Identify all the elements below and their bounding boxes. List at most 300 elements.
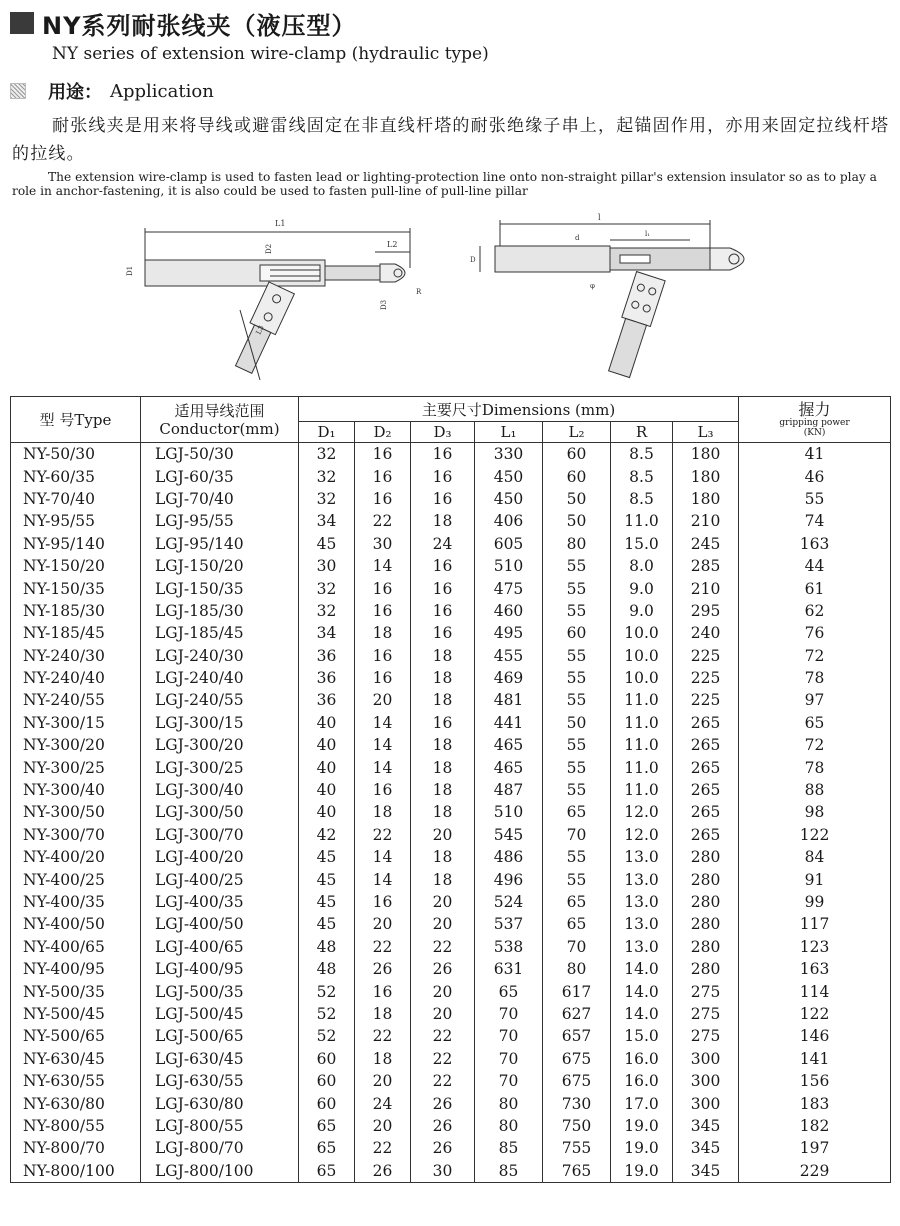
cell-type: NY-800/55 — [11, 1115, 141, 1137]
cell-d1: 52 — [299, 1025, 355, 1047]
cell-l3: 285 — [673, 555, 739, 577]
cell-l3: 265 — [673, 801, 739, 823]
cell-gripping-power: 78 — [739, 667, 891, 689]
cell-l2: 657 — [543, 1025, 611, 1047]
cell-l2: 755 — [543, 1137, 611, 1159]
table-row — [11, 689, 891, 711]
table-row — [11, 980, 891, 1002]
cell-d3: 16 — [411, 465, 475, 487]
cell-d1: 40 — [299, 779, 355, 801]
cell-conductor: LGJ-800/70 — [141, 1137, 299, 1159]
cell-l2: 60 — [543, 443, 611, 466]
cell-l3: 265 — [673, 756, 739, 778]
cell-l3: 275 — [673, 1025, 739, 1047]
cell-l1: 330 — [475, 443, 543, 466]
cell-gripping-power: 114 — [739, 980, 891, 1002]
cell-l1: 80 — [475, 1115, 543, 1137]
cell-gripping-power: 141 — [739, 1048, 891, 1070]
cell-d3: 16 — [411, 577, 475, 599]
cell-l3: 280 — [673, 846, 739, 868]
cell-type: NY-300/15 — [11, 712, 141, 734]
table-row — [11, 1025, 891, 1047]
cell-d1: 48 — [299, 958, 355, 980]
cell-type: NY-70/40 — [11, 488, 141, 510]
cell-gripping-power: 122 — [739, 824, 891, 846]
cell-l1: 469 — [475, 667, 543, 689]
table-row — [11, 645, 891, 667]
cell-conductor: LGJ-185/30 — [141, 600, 299, 622]
cell-l2: 50 — [543, 488, 611, 510]
cell-conductor: LGJ-240/40 — [141, 667, 299, 689]
cell-r: 10.0 — [611, 667, 673, 689]
cell-gripping-power: 44 — [739, 555, 891, 577]
table-row — [11, 868, 891, 890]
l-label: l — [598, 213, 601, 222]
cell-r: 13.0 — [611, 868, 673, 890]
cell-d2: 16 — [355, 600, 411, 622]
cell-l1: 450 — [475, 465, 543, 487]
table-row — [11, 756, 891, 778]
cell-type: NY-95/140 — [11, 533, 141, 555]
cell-l2: 55 — [543, 756, 611, 778]
cell-r: 12.0 — [611, 824, 673, 846]
cell-d1: 30 — [299, 555, 355, 577]
cell-gripping-power: 182 — [739, 1115, 891, 1137]
cell-d1: 52 — [299, 1003, 355, 1025]
r-label: R — [416, 288, 422, 296]
cell-d2: 16 — [355, 465, 411, 487]
cell-type: NY-400/95 — [11, 958, 141, 980]
cell-d2: 16 — [355, 488, 411, 510]
application-description-en: The extension wire-clamp is used to fasten lead or lighting-protection line onto non-straight pillar's extension insulator so as to play a role in anchor-fastening, it is also could be used to fasten pull-line of pull-line pillar — [12, 170, 877, 198]
header-grip-cn: 握力 — [798, 399, 831, 419]
cell-gripping-power: 197 — [739, 1137, 891, 1159]
cell-d1: 45 — [299, 846, 355, 868]
cell-conductor: LGJ-300/40 — [141, 779, 299, 801]
header-grip-unit: (KN) — [803, 427, 826, 438]
cell-d3: 18 — [411, 801, 475, 823]
d1-label: D1 — [126, 265, 134, 276]
cell-l3: 280 — [673, 868, 739, 890]
cell-d1: 45 — [299, 533, 355, 555]
cell-gripping-power: 91 — [739, 868, 891, 890]
cell-type: NY-300/25 — [11, 756, 141, 778]
table-row — [11, 577, 891, 599]
cell-d2: 18 — [355, 622, 411, 644]
cell-d3: 16 — [411, 622, 475, 644]
cell-d2: 16 — [355, 577, 411, 599]
cell-type: NY-150/35 — [11, 577, 141, 599]
cell-l2: 750 — [543, 1115, 611, 1137]
header-grip-en: gripping power — [779, 417, 850, 428]
cell-type: NY-400/65 — [11, 936, 141, 958]
cell-type: NY-500/45 — [11, 1003, 141, 1025]
page-subtitle: NY series of extension wire-clamp (hydraulic type) — [52, 44, 489, 64]
cell-conductor: LGJ-500/45 — [141, 1003, 299, 1025]
application-description-cn: 耐张线夹是用来将导线或避雷线固定在非直线杆塔的耐张绝缘子串上，起锚固作用，亦用来固定拉线杆塔的拉线。 — [12, 116, 890, 164]
cell-conductor: LGJ-150/20 — [141, 555, 299, 577]
cell-d2: 16 — [355, 779, 411, 801]
cell-d2: 22 — [355, 1025, 411, 1047]
table-row — [11, 1070, 891, 1092]
table-row — [11, 846, 891, 868]
cell-l3: 210 — [673, 577, 739, 599]
cell-l3: 275 — [673, 980, 739, 1002]
cell-d2: 22 — [355, 824, 411, 846]
cell-l2: 627 — [543, 1003, 611, 1025]
cell-l2: 70 — [543, 936, 611, 958]
table-row — [11, 1048, 891, 1070]
cell-d1: 36 — [299, 645, 355, 667]
cell-l2: 80 — [543, 958, 611, 980]
cell-d3: 16 — [411, 600, 475, 622]
cell-d1: 60 — [299, 1092, 355, 1114]
cell-r: 11.0 — [611, 734, 673, 756]
d-label: D — [470, 256, 476, 264]
cell-r: 17.0 — [611, 1092, 673, 1114]
cell-type: NY-150/20 — [11, 555, 141, 577]
cell-d2: 14 — [355, 756, 411, 778]
cell-d3: 18 — [411, 846, 475, 868]
cell-d3: 22 — [411, 1048, 475, 1070]
l1-small-label: l₁ — [645, 230, 651, 238]
cell-d3: 18 — [411, 667, 475, 689]
cell-l1: 441 — [475, 712, 543, 734]
cell-d2: 14 — [355, 846, 411, 868]
drainage-tube — [235, 325, 270, 373]
application-heading — [10, 79, 214, 103]
cell-l1: 537 — [475, 913, 543, 935]
cell-d3: 20 — [411, 980, 475, 1002]
cell-d3: 20 — [411, 913, 475, 935]
cell-gripping-power: 62 — [739, 600, 891, 622]
cell-d1: 34 — [299, 622, 355, 644]
cell-l2: 55 — [543, 846, 611, 868]
cell-type: NY-500/35 — [11, 980, 141, 1002]
cell-gripping-power: 122 — [739, 1003, 891, 1025]
l1-label: L1 — [275, 219, 286, 228]
cell-d3: 26 — [411, 1137, 475, 1159]
cell-l1: 80 — [475, 1092, 543, 1114]
cell-gripping-power: 74 — [739, 510, 891, 532]
title-square-icon — [10, 12, 34, 34]
cell-conductor: LGJ-500/35 — [141, 980, 299, 1002]
cell-r: 11.0 — [611, 689, 673, 711]
table-row — [11, 465, 891, 487]
cell-l3: 265 — [673, 734, 739, 756]
cell-l3: 300 — [673, 1048, 739, 1070]
cell-l2: 50 — [543, 510, 611, 532]
cell-type: NY-300/50 — [11, 801, 141, 823]
cell-d3: 16 — [411, 712, 475, 734]
d2-label: D2 — [265, 243, 273, 254]
cell-gripping-power: 99 — [739, 891, 891, 913]
cell-gripping-power: 41 — [739, 443, 891, 466]
cell-d2: 16 — [355, 443, 411, 466]
cell-d3: 18 — [411, 756, 475, 778]
cell-l2: 617 — [543, 980, 611, 1002]
cell-r: 8.0 — [611, 555, 673, 577]
cell-l1: 465 — [475, 756, 543, 778]
cell-d3: 22 — [411, 1070, 475, 1092]
table-row — [11, 488, 891, 510]
cell-l3: 345 — [673, 1137, 739, 1159]
cell-type: NY-630/45 — [11, 1048, 141, 1070]
cell-d2: 24 — [355, 1092, 411, 1114]
cell-gripping-power: 76 — [739, 622, 891, 644]
cell-type: NY-400/35 — [11, 891, 141, 913]
cell-r: 14.0 — [611, 1003, 673, 1025]
cell-l1: 475 — [475, 577, 543, 599]
cell-d3: 20 — [411, 1003, 475, 1025]
cell-l3: 225 — [673, 645, 739, 667]
cell-l2: 675 — [543, 1070, 611, 1092]
cell-r: 19.0 — [611, 1160, 673, 1183]
cell-type: NY-240/40 — [11, 667, 141, 689]
cell-l3: 345 — [673, 1160, 739, 1183]
cell-type: NY-300/20 — [11, 734, 141, 756]
header-dimensions: 主要尺寸Dimensions (mm) — [299, 397, 739, 422]
cell-r: 19.0 — [611, 1137, 673, 1159]
cell-d3: 30 — [411, 1160, 475, 1183]
header-l2: L₂ — [543, 422, 611, 443]
header-d3: D₃ — [411, 422, 475, 443]
cell-d3: 16 — [411, 555, 475, 577]
header-conductor — [141, 397, 299, 443]
cell-d2: 30 — [355, 533, 411, 555]
cell-d2: 22 — [355, 936, 411, 958]
cell-conductor: LGJ-800/55 — [141, 1115, 299, 1137]
cell-l2: 55 — [543, 667, 611, 689]
cell-l2: 70 — [543, 824, 611, 846]
cell-conductor: LGJ-400/25 — [141, 868, 299, 890]
cell-l3: 225 — [673, 689, 739, 711]
header-l1: L₁ — [475, 422, 543, 443]
cell-d1: 32 — [299, 488, 355, 510]
table-row — [11, 801, 891, 823]
cell-d1: 40 — [299, 734, 355, 756]
cell-d1: 32 — [299, 600, 355, 622]
cell-gripping-power: 46 — [739, 465, 891, 487]
cell-l2: 55 — [543, 734, 611, 756]
table-row — [11, 1115, 891, 1137]
cell-l3: 225 — [673, 667, 739, 689]
cell-d2: 14 — [355, 868, 411, 890]
cell-r: 8.5 — [611, 465, 673, 487]
cell-d2: 26 — [355, 958, 411, 980]
cell-l3: 210 — [673, 510, 739, 532]
cell-l2: 55 — [543, 577, 611, 599]
cell-l3: 265 — [673, 712, 739, 734]
cell-l3: 265 — [673, 824, 739, 846]
cell-d2: 16 — [355, 645, 411, 667]
cell-type: NY-95/55 — [11, 510, 141, 532]
cell-d2: 18 — [355, 1003, 411, 1025]
cell-l2: 60 — [543, 465, 611, 487]
cell-d2: 14 — [355, 555, 411, 577]
cell-type: NY-630/80 — [11, 1092, 141, 1114]
cell-type: NY-800/70 — [11, 1137, 141, 1159]
cell-conductor: LGJ-70/40 — [141, 488, 299, 510]
cell-d2: 20 — [355, 1115, 411, 1137]
cell-gripping-power: 97 — [739, 689, 891, 711]
cell-r: 9.0 — [611, 577, 673, 599]
cell-l3: 280 — [673, 891, 739, 913]
cell-d1: 60 — [299, 1048, 355, 1070]
cell-l2: 55 — [543, 689, 611, 711]
cell-l1: 496 — [475, 868, 543, 890]
cell-type: NY-185/30 — [11, 600, 141, 622]
cell-l3: 345 — [673, 1115, 739, 1137]
cell-d2: 16 — [355, 667, 411, 689]
phi-label: φ — [590, 282, 595, 290]
cell-d3: 26 — [411, 1115, 475, 1137]
cell-d1: 48 — [299, 936, 355, 958]
clamp-drawing-right — [440, 210, 800, 390]
cell-conductor: LGJ-240/30 — [141, 645, 299, 667]
cell-d1: 65 — [299, 1137, 355, 1159]
table-row — [11, 510, 891, 532]
table-row — [11, 958, 891, 980]
drainage-plate-right — [622, 272, 665, 327]
cell-gripping-power: 229 — [739, 1160, 891, 1183]
cell-d2: 22 — [355, 510, 411, 532]
cell-gripping-power: 163 — [739, 958, 891, 980]
application-label-cn: 用途： — [48, 82, 102, 103]
cell-r: 14.0 — [611, 958, 673, 980]
table-row — [11, 936, 891, 958]
cell-l3: 180 — [673, 443, 739, 466]
cell-l2: 80 — [543, 533, 611, 555]
l3-label: L3 — [254, 324, 266, 336]
table-row — [11, 1003, 891, 1025]
table-row — [11, 779, 891, 801]
cell-d1: 45 — [299, 868, 355, 890]
cell-type: NY-300/70 — [11, 824, 141, 846]
cell-l1: 486 — [475, 846, 543, 868]
clamp-aluminium-tube — [495, 246, 610, 272]
cell-r: 9.0 — [611, 600, 673, 622]
cell-gripping-power: 98 — [739, 801, 891, 823]
cell-conductor: LGJ-400/20 — [141, 846, 299, 868]
cell-d2: 16 — [355, 891, 411, 913]
cell-gripping-power: 163 — [739, 533, 891, 555]
table-row — [11, 600, 891, 622]
cell-d2: 20 — [355, 689, 411, 711]
table-row — [11, 734, 891, 756]
cell-d1: 40 — [299, 756, 355, 778]
table-row — [11, 667, 891, 689]
title-row — [10, 8, 356, 38]
cell-type: NY-630/55 — [11, 1070, 141, 1092]
cell-l1: 70 — [475, 1003, 543, 1025]
cell-l3: 300 — [673, 1070, 739, 1092]
header-l3: L₃ — [673, 422, 739, 443]
cell-gripping-power: 123 — [739, 936, 891, 958]
cell-d3: 18 — [411, 510, 475, 532]
cell-l2: 60 — [543, 622, 611, 644]
cell-conductor: LGJ-500/65 — [141, 1025, 299, 1047]
cell-l3: 280 — [673, 958, 739, 980]
cell-d2: 16 — [355, 980, 411, 1002]
cell-d2: 22 — [355, 1137, 411, 1159]
cell-d3: 22 — [411, 1025, 475, 1047]
cell-conductor: LGJ-400/95 — [141, 958, 299, 980]
cell-gripping-power: 84 — [739, 846, 891, 868]
cell-l1: 85 — [475, 1160, 543, 1183]
cell-type: NY-185/45 — [11, 622, 141, 644]
cell-l3: 280 — [673, 913, 739, 935]
cell-d3: 24 — [411, 533, 475, 555]
cell-type: NY-800/100 — [11, 1160, 141, 1183]
cell-l3: 300 — [673, 1092, 739, 1114]
cell-d3: 18 — [411, 689, 475, 711]
cell-l3: 265 — [673, 779, 739, 801]
cell-conductor: LGJ-630/45 — [141, 1048, 299, 1070]
cell-r: 13.0 — [611, 846, 673, 868]
table-row — [11, 622, 891, 644]
cell-conductor: LGJ-185/45 — [141, 622, 299, 644]
cell-gripping-power: 117 — [739, 913, 891, 935]
cell-l1: 631 — [475, 958, 543, 980]
table-row — [11, 891, 891, 913]
cell-type: NY-400/20 — [11, 846, 141, 868]
table-body — [11, 443, 891, 1183]
cell-type: NY-300/40 — [11, 779, 141, 801]
cell-type: NY-50/30 — [11, 443, 141, 466]
table-row — [11, 1137, 891, 1159]
cell-r: 16.0 — [611, 1070, 673, 1092]
cell-l2: 55 — [543, 645, 611, 667]
cell-conductor: LGJ-630/80 — [141, 1092, 299, 1114]
cell-conductor: LGJ-300/20 — [141, 734, 299, 756]
bullet-square-icon — [10, 83, 26, 99]
cell-gripping-power: 183 — [739, 1092, 891, 1114]
header-d2: D₂ — [355, 422, 411, 443]
drainage-tube-right — [609, 318, 647, 377]
table-row — [11, 1160, 891, 1183]
cell-l3: 245 — [673, 533, 739, 555]
cell-d3: 16 — [411, 488, 475, 510]
cell-d1: 32 — [299, 443, 355, 466]
cell-l1: 70 — [475, 1048, 543, 1070]
table-row — [11, 1092, 891, 1114]
cell-r: 8.5 — [611, 443, 673, 466]
cell-l2: 730 — [543, 1092, 611, 1114]
cell-d1: 45 — [299, 913, 355, 935]
cell-l3: 180 — [673, 488, 739, 510]
cell-conductor: LGJ-300/50 — [141, 801, 299, 823]
cell-type: NY-240/55 — [11, 689, 141, 711]
cell-l2: 65 — [543, 891, 611, 913]
cell-conductor: LGJ-300/15 — [141, 712, 299, 734]
cell-d1: 36 — [299, 689, 355, 711]
cell-d2: 20 — [355, 913, 411, 935]
cell-l1: 605 — [475, 533, 543, 555]
cell-d1: 65 — [299, 1115, 355, 1137]
cell-l3: 240 — [673, 622, 739, 644]
clamp-drawing-left — [120, 210, 450, 390]
cell-l1: 65 — [475, 980, 543, 1002]
cell-conductor: LGJ-300/25 — [141, 756, 299, 778]
cell-l3: 280 — [673, 936, 739, 958]
cell-gripping-power: 156 — [739, 1070, 891, 1092]
cell-conductor: LGJ-400/35 — [141, 891, 299, 913]
cell-r: 13.0 — [611, 913, 673, 935]
cell-r: 19.0 — [611, 1115, 673, 1137]
cell-d3: 18 — [411, 645, 475, 667]
cell-d2: 18 — [355, 1048, 411, 1070]
